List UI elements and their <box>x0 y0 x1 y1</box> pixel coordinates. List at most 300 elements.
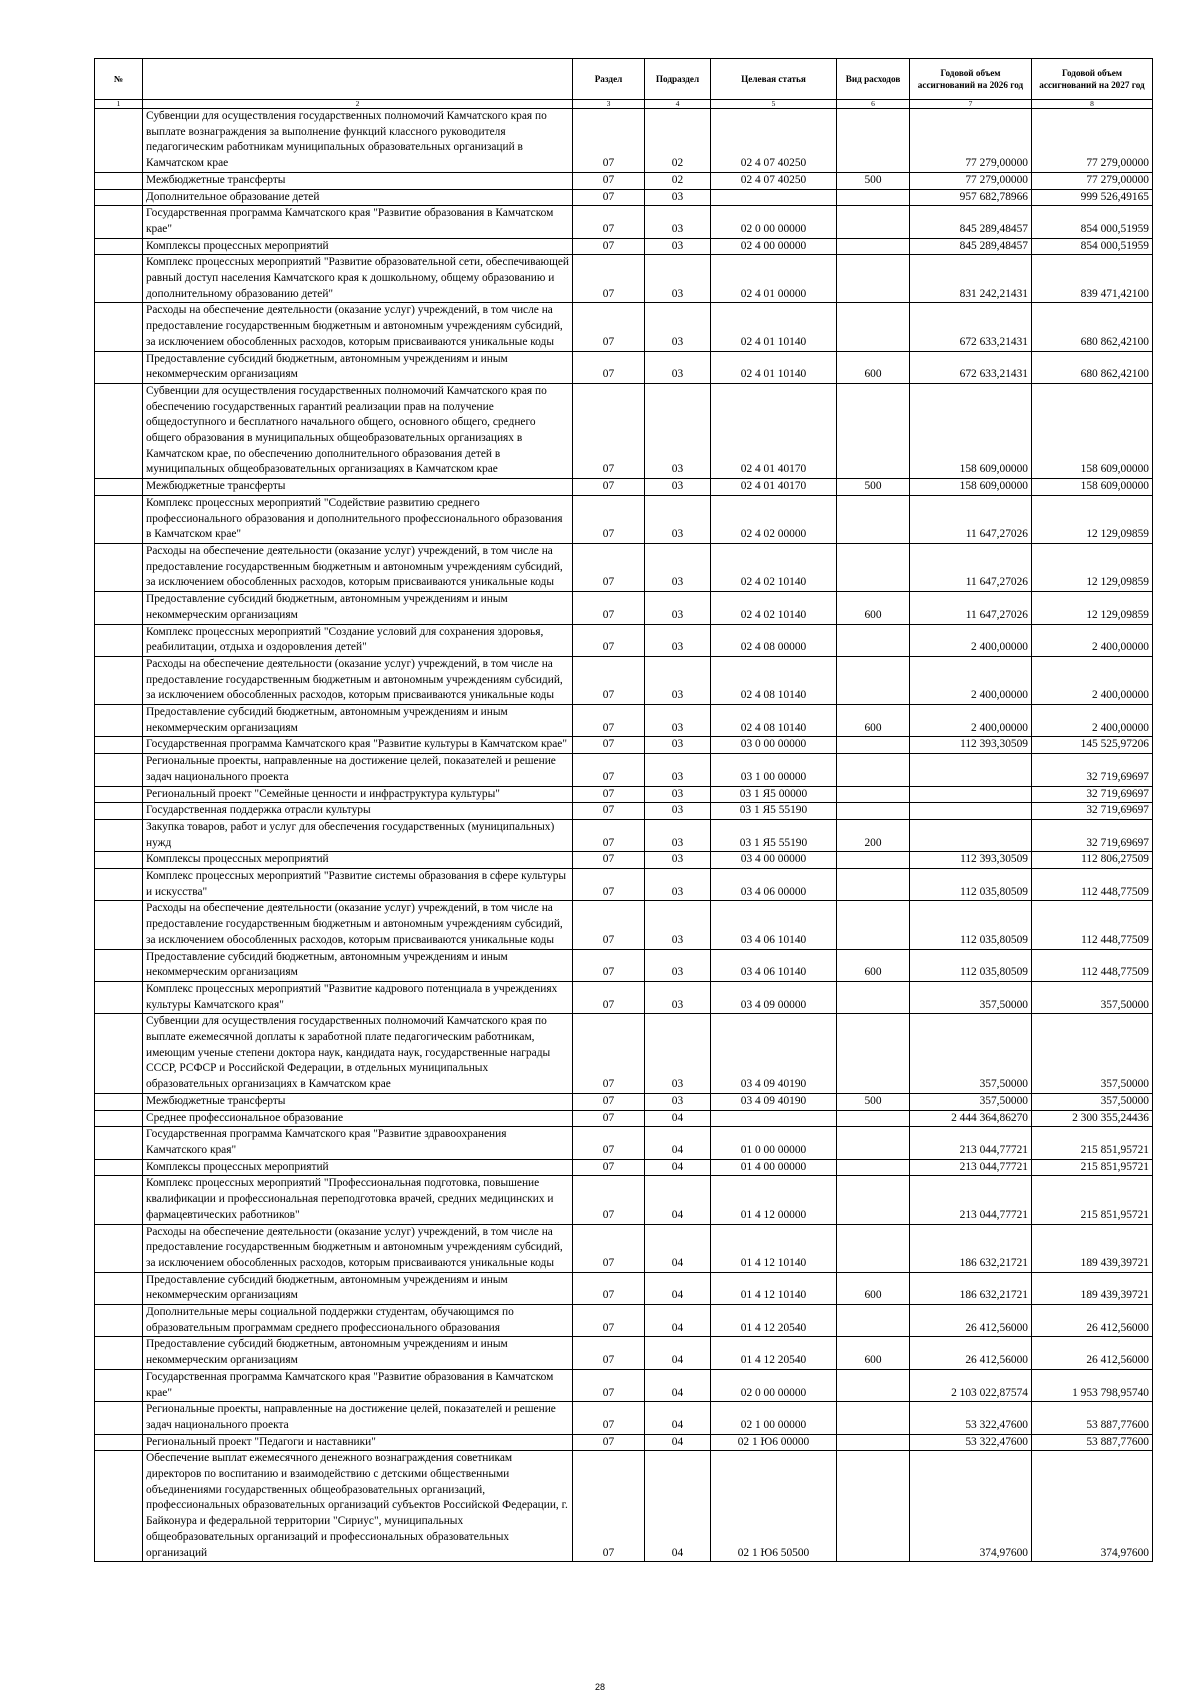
row-amount-2027: 53 887,77600 <box>1032 1402 1153 1434</box>
row-podrazdel: 03 <box>645 737 711 754</box>
row-razdel: 07 <box>573 786 645 803</box>
row-amount-2026: 831 242,21431 <box>910 255 1032 303</box>
row-target-article: 01 4 12 10140 <box>711 1224 837 1272</box>
row-target-article: 02 4 08 10140 <box>711 705 837 737</box>
row-number <box>95 786 143 803</box>
row-target-article: 02 4 00 00000 <box>711 238 837 255</box>
header-name <box>143 59 573 100</box>
table-row <box>95 656 1153 704</box>
row-amount-2026: 845 289,48457 <box>910 238 1032 255</box>
row-razdel: 07 <box>573 1369 645 1401</box>
row-number <box>95 624 143 656</box>
row-amount-2026 <box>910 819 1032 851</box>
table-row <box>95 206 1153 238</box>
header-number: № <box>95 59 143 100</box>
row-razdel: 07 <box>573 737 645 754</box>
row-name: Региональный проект "Педагоги и наставники" <box>143 1434 573 1451</box>
row-amount-2027: 32 719,69697 <box>1032 803 1153 820</box>
row-amount-2027: 2 400,00000 <box>1032 705 1153 737</box>
row-name: Региональный проект "Семейные ценности и инфраструктура культуры" <box>143 786 573 803</box>
table-row <box>95 803 1153 820</box>
row-amount-2026: 672 633,21431 <box>910 351 1032 383</box>
row-amount-2027: 189 439,39721 <box>1032 1272 1153 1304</box>
row-amount-2027: 374,97600 <box>1032 1451 1153 1562</box>
row-number <box>95 1402 143 1434</box>
row-podrazdel: 04 <box>645 1159 711 1176</box>
row-razdel: 07 <box>573 1434 645 1451</box>
row-target-article: 02 1 Ю6 00000 <box>711 1434 837 1451</box>
row-podrazdel: 03 <box>645 383 711 478</box>
row-expense-type <box>837 754 910 786</box>
row-podrazdel: 03 <box>645 705 711 737</box>
row-number <box>95 543 143 591</box>
row-target-article: 02 4 08 10140 <box>711 656 837 704</box>
row-number <box>95 705 143 737</box>
table-row <box>95 1110 1153 1127</box>
row-amount-2027: 53 887,77600 <box>1032 1434 1153 1451</box>
row-name: Расходы на обеспечение деятельности (оказание услуг) учреждений, в том числе на предоставление государственным бюджетным и автономным учреждениям субсидий, за исключением обособленных расходов, которым присваиваются уникальные коды <box>143 303 573 351</box>
row-name: Предоставление субсидий бюджетным, автономным учреждениям и иным некоммерческим организациям <box>143 949 573 981</box>
row-number <box>95 1337 143 1369</box>
row-amount-2027: 1 953 798,95740 <box>1032 1369 1153 1401</box>
row-expense-type: 500 <box>837 1093 910 1110</box>
row-expense-type <box>837 901 910 949</box>
row-podrazdel: 03 <box>645 786 711 803</box>
row-razdel: 07 <box>573 1014 645 1094</box>
row-amount-2026 <box>910 803 1032 820</box>
table-row <box>95 189 1153 206</box>
row-razdel: 07 <box>573 303 645 351</box>
header-expense-type: Вид расходов <box>837 59 910 100</box>
row-razdel: 07 <box>573 1127 645 1159</box>
table-row <box>95 1014 1153 1094</box>
row-amount-2027: 158 609,00000 <box>1032 479 1153 496</box>
header-amount-2027: Годовой объем ассигнований на 2027 год <box>1032 59 1153 100</box>
row-name: Региональные проекты, направленные на достижение целей, показателей и решение задач национального проекта <box>143 754 573 786</box>
table-row <box>95 1434 1153 1451</box>
row-amount-2026: 53 322,47600 <box>910 1434 1032 1451</box>
row-name: Комплекс процессных мероприятий "Развитие образовательной сети, обеспечивающей равный доступ населения Камчатского края к дошкольному, общему образованию и дополнительному образованию детей" <box>143 255 573 303</box>
row-amount-2026: 2 444 364,86270 <box>910 1110 1032 1127</box>
row-number <box>95 1451 143 1562</box>
row-amount-2026: 11 647,27026 <box>910 592 1032 624</box>
row-number <box>95 479 143 496</box>
table-row <box>95 495 1153 543</box>
table-row <box>95 109 1153 173</box>
row-razdel: 07 <box>573 1176 645 1224</box>
row-number <box>95 351 143 383</box>
row-target-article: 03 4 00 00000 <box>711 852 837 869</box>
table-row <box>95 303 1153 351</box>
row-amount-2026: 112 035,80509 <box>910 901 1032 949</box>
row-amount-2026: 112 393,30509 <box>910 737 1032 754</box>
row-podrazdel: 04 <box>645 1369 711 1401</box>
table-row <box>95 172 1153 189</box>
header-amount-2026: Годовой объем ассигнований на 2026 год <box>910 59 1032 100</box>
row-amount-2027: 77 279,00000 <box>1032 109 1153 173</box>
row-amount-2027: 2 400,00000 <box>1032 656 1153 704</box>
row-razdel: 07 <box>573 109 645 173</box>
header-razdel: Раздел <box>573 59 645 100</box>
row-name: Комплексы процессных мероприятий <box>143 1159 573 1176</box>
row-amount-2026 <box>910 786 1032 803</box>
row-amount-2026: 357,50000 <box>910 1093 1032 1110</box>
table-row <box>95 1159 1153 1176</box>
row-podrazdel: 03 <box>645 754 711 786</box>
row-razdel: 07 <box>573 189 645 206</box>
row-podrazdel: 04 <box>645 1402 711 1434</box>
column-number: 4 <box>645 100 711 109</box>
row-number <box>95 949 143 981</box>
row-expense-type: 500 <box>837 172 910 189</box>
row-number <box>95 303 143 351</box>
row-name: Комплекс процессных мероприятий "Развитие системы образования в сфере культуры и искусства" <box>143 869 573 901</box>
row-target-article: 01 4 12 20540 <box>711 1337 837 1369</box>
row-name: Предоставление субсидий бюджетным, автономным учреждениям и иным некоммерческим организациям <box>143 1272 573 1304</box>
row-number <box>95 981 143 1013</box>
row-amount-2027: 77 279,00000 <box>1032 172 1153 189</box>
row-number <box>95 819 143 851</box>
row-name: Расходы на обеспечение деятельности (оказание услуг) учреждений, в том числе на предоставление государственным бюджетным и автономным учреждениям субсидий, за исключением обособленных расходов, которым присваиваются уникальные коды <box>143 656 573 704</box>
row-number <box>95 803 143 820</box>
row-razdel: 07 <box>573 754 645 786</box>
row-target-article: 03 0 00 00000 <box>711 737 837 754</box>
row-name: Дополнительное образование детей <box>143 189 573 206</box>
row-razdel: 07 <box>573 1159 645 1176</box>
row-amount-2026: 213 044,77721 <box>910 1127 1032 1159</box>
row-expense-type <box>837 1159 910 1176</box>
row-razdel: 07 <box>573 592 645 624</box>
row-target-article: 03 4 06 00000 <box>711 869 837 901</box>
row-amount-2026: 53 322,47600 <box>910 1402 1032 1434</box>
row-amount-2026: 158 609,00000 <box>910 383 1032 478</box>
row-expense-type <box>837 737 910 754</box>
row-expense-type: 600 <box>837 1337 910 1369</box>
row-expense-type <box>837 238 910 255</box>
row-podrazdel: 04 <box>645 1176 711 1224</box>
table-row <box>95 786 1153 803</box>
table-row <box>95 1176 1153 1224</box>
row-amount-2027: 357,50000 <box>1032 1014 1153 1094</box>
row-expense-type <box>837 543 910 591</box>
row-name: Предоставление субсидий бюджетным, автономным учреждениям и иным некоммерческим организациям <box>143 705 573 737</box>
column-number: 1 <box>95 100 143 109</box>
row-target-article: 02 1 Ю6 50500 <box>711 1451 837 1562</box>
row-target-article: 02 4 02 10140 <box>711 543 837 591</box>
row-target-article: 01 4 00 00000 <box>711 1159 837 1176</box>
row-podrazdel: 03 <box>645 901 711 949</box>
row-amount-2027: 215 851,95721 <box>1032 1176 1153 1224</box>
row-podrazdel: 04 <box>645 1127 711 1159</box>
row-razdel: 07 <box>573 1337 645 1369</box>
row-amount-2027: 854 000,51959 <box>1032 238 1153 255</box>
row-amount-2026: 186 632,21721 <box>910 1224 1032 1272</box>
row-name: Государственная поддержка отрасли культуры <box>143 803 573 820</box>
row-razdel: 07 <box>573 1451 645 1562</box>
row-podrazdel: 03 <box>645 479 711 496</box>
row-expense-type <box>837 1176 910 1224</box>
row-expense-type <box>837 206 910 238</box>
row-name: Субвенции для осуществления государственных полномочий Камчатского края по выплате ежемесячной доплаты к заработной плате педагогическим работникам, имеющим ученые степени доктора наук, кандидата наук, государственные награды СССР, РСФСР и Российской Федерации, в отдельных муниципальных образовательных организациях в Камчатском крае <box>143 1014 573 1094</box>
row-number <box>95 1014 143 1094</box>
row-target-article: 02 1 00 00000 <box>711 1402 837 1434</box>
column-number: 2 <box>143 100 573 109</box>
row-name: Расходы на обеспечение деятельности (оказание услуг) учреждений, в том числе на предоставление государственным бюджетным и автономным учреждениям субсидий, за исключением обособленных расходов, которым присваиваются уникальные коды <box>143 1224 573 1272</box>
row-number <box>95 592 143 624</box>
row-expense-type <box>837 656 910 704</box>
row-razdel: 07 <box>573 172 645 189</box>
row-podrazdel: 04 <box>645 1305 711 1337</box>
table-row <box>95 901 1153 949</box>
row-razdel: 07 <box>573 1224 645 1272</box>
row-name: Региональные проекты, направленные на достижение целей, показателей и решение задач национального проекта <box>143 1402 573 1434</box>
column-number: 6 <box>837 100 910 109</box>
row-razdel: 07 <box>573 901 645 949</box>
row-amount-2027: 32 719,69697 <box>1032 754 1153 786</box>
row-amount-2027: 215 851,95721 <box>1032 1127 1153 1159</box>
row-expense-type <box>837 1305 910 1337</box>
row-expense-type: 600 <box>837 592 910 624</box>
row-target-article: 02 4 02 10140 <box>711 592 837 624</box>
row-target-article: 03 4 09 40190 <box>711 1014 837 1094</box>
row-amount-2027: 189 439,39721 <box>1032 1224 1153 1272</box>
row-target-article: 02 4 02 00000 <box>711 495 837 543</box>
row-name: Комплекс процессных мероприятий "Профессиональная подготовка, повышение квалификации и профессиональная переподготовка врачей, средних медицинских и фармацевтических работников" <box>143 1176 573 1224</box>
row-razdel: 07 <box>573 495 645 543</box>
row-razdel: 07 <box>573 351 645 383</box>
row-number <box>95 1176 143 1224</box>
row-amount-2026: 112 035,80509 <box>910 949 1032 981</box>
row-name: Межбюджетные трансферты <box>143 479 573 496</box>
budget-table <box>94 58 1153 1562</box>
row-name: Комплексы процессных мероприятий <box>143 238 573 255</box>
row-podrazdel: 03 <box>645 1093 711 1110</box>
row-expense-type <box>837 189 910 206</box>
row-amount-2027: 112 448,77509 <box>1032 949 1153 981</box>
row-razdel: 07 <box>573 1402 645 1434</box>
row-number <box>95 1224 143 1272</box>
row-target-article: 02 4 01 00000 <box>711 255 837 303</box>
row-number <box>95 1305 143 1337</box>
row-podrazdel: 03 <box>645 1014 711 1094</box>
row-amount-2026: 213 044,77721 <box>910 1176 1032 1224</box>
row-name: Государственная программа Камчатского края "Развитие образования в Камчатском крае" <box>143 1369 573 1401</box>
row-target-article: 02 4 01 40170 <box>711 479 837 496</box>
row-name: Государственная программа Камчатского края "Развитие здравоохранения Камчатского края" <box>143 1127 573 1159</box>
row-razdel: 07 <box>573 255 645 303</box>
row-amount-2027: 112 806,27509 <box>1032 852 1153 869</box>
row-razdel: 07 <box>573 206 645 238</box>
row-razdel: 07 <box>573 869 645 901</box>
row-number <box>95 189 143 206</box>
row-amount-2026: 77 279,00000 <box>910 172 1032 189</box>
row-number <box>95 1272 143 1304</box>
row-amount-2027: 32 719,69697 <box>1032 786 1153 803</box>
column-number: 7 <box>910 100 1032 109</box>
page-number: 28 <box>594 1682 605 1692</box>
row-podrazdel: 03 <box>645 981 711 1013</box>
row-podrazdel: 03 <box>645 543 711 591</box>
row-target-article: 02 0 00 00000 <box>711 1369 837 1401</box>
row-amount-2026: 26 412,56000 <box>910 1305 1032 1337</box>
row-number <box>95 852 143 869</box>
table-row <box>95 949 1153 981</box>
row-target-article: 03 1 Я5 00000 <box>711 786 837 803</box>
row-target-article: 01 0 00 00000 <box>711 1127 837 1159</box>
row-amount-2026: 374,97600 <box>910 1451 1032 1562</box>
row-target-article: 02 4 01 10140 <box>711 303 837 351</box>
row-amount-2027: 854 000,51959 <box>1032 206 1153 238</box>
row-name: Расходы на обеспечение деятельности (оказание услуг) учреждений, в том числе на предоставление государственным бюджетным и автономным учреждениям субсидий, за исключением обособленных расходов, которым присваиваются уникальные коды <box>143 543 573 591</box>
table-row <box>95 819 1153 851</box>
row-number <box>95 737 143 754</box>
row-amount-2027: 112 448,77509 <box>1032 869 1153 901</box>
row-number <box>95 901 143 949</box>
row-razdel: 07 <box>573 656 645 704</box>
row-amount-2026: 112 393,30509 <box>910 852 1032 869</box>
table-row <box>95 1272 1153 1304</box>
row-target-article: 03 4 06 10140 <box>711 901 837 949</box>
row-podrazdel: 03 <box>645 495 711 543</box>
row-target-article: 01 4 12 10140 <box>711 1272 837 1304</box>
row-name: Субвенции для осуществления государственных полномочий Камчатского края по выплате вознаграждения за выполнение функций классного руководителя педагогическим работникам муниципальных образовательных организаций в Камчатском крае <box>143 109 573 173</box>
row-podrazdel: 04 <box>645 1110 711 1127</box>
row-podrazdel: 03 <box>645 819 711 851</box>
header-podrazdel: Подраздел <box>645 59 711 100</box>
row-number <box>95 1434 143 1451</box>
row-expense-type: 600 <box>837 351 910 383</box>
row-amount-2027: 839 471,42100 <box>1032 255 1153 303</box>
row-target-article: 02 4 07 40250 <box>711 109 837 173</box>
row-target-article: 02 4 01 40170 <box>711 383 837 478</box>
row-amount-2027: 32 719,69697 <box>1032 819 1153 851</box>
row-podrazdel: 02 <box>645 172 711 189</box>
row-target-article <box>711 189 837 206</box>
table-row <box>95 255 1153 303</box>
row-expense-type: 600 <box>837 1272 910 1304</box>
row-number <box>95 495 143 543</box>
table-row <box>95 1337 1153 1369</box>
row-podrazdel: 04 <box>645 1434 711 1451</box>
table-row <box>95 1224 1153 1272</box>
row-podrazdel: 04 <box>645 1451 711 1562</box>
row-expense-type <box>837 1434 910 1451</box>
row-amount-2026 <box>910 754 1032 786</box>
table-row <box>95 1093 1153 1110</box>
table-row <box>95 981 1153 1013</box>
table-row <box>95 351 1153 383</box>
row-amount-2027: 680 862,42100 <box>1032 303 1153 351</box>
row-podrazdel: 03 <box>645 869 711 901</box>
table-row <box>95 754 1153 786</box>
row-razdel: 07 <box>573 819 645 851</box>
row-expense-type: 200 <box>837 819 910 851</box>
table-row <box>95 1451 1153 1562</box>
row-amount-2026: 2 400,00000 <box>910 624 1032 656</box>
row-podrazdel: 03 <box>645 303 711 351</box>
row-number <box>95 383 143 478</box>
row-target-article: 03 1 Я5 55190 <box>711 819 837 851</box>
row-expense-type <box>837 1127 910 1159</box>
row-expense-type <box>837 981 910 1013</box>
row-target-article: 01 4 12 20540 <box>711 1305 837 1337</box>
row-razdel: 07 <box>573 1272 645 1304</box>
column-numbering-row <box>95 100 1153 109</box>
row-expense-type <box>837 869 910 901</box>
row-podrazdel: 03 <box>645 592 711 624</box>
row-amount-2027: 12 129,09859 <box>1032 592 1153 624</box>
row-amount-2026: 77 279,00000 <box>910 109 1032 173</box>
row-expense-type <box>837 255 910 303</box>
row-number <box>95 206 143 238</box>
table-row <box>95 624 1153 656</box>
row-podrazdel: 03 <box>645 189 711 206</box>
table-row <box>95 869 1153 901</box>
row-amount-2026: 213 044,77721 <box>910 1159 1032 1176</box>
row-target-article: 03 1 Я5 55190 <box>711 803 837 820</box>
row-razdel: 07 <box>573 383 645 478</box>
row-expense-type <box>837 803 910 820</box>
row-amount-2027: 215 851,95721 <box>1032 1159 1153 1176</box>
row-number <box>95 1127 143 1159</box>
table-row <box>95 543 1153 591</box>
row-amount-2026: 11 647,27026 <box>910 495 1032 543</box>
row-razdel: 07 <box>573 1305 645 1337</box>
row-amount-2027: 112 448,77509 <box>1032 901 1153 949</box>
row-razdel: 07 <box>573 624 645 656</box>
row-amount-2026: 845 289,48457 <box>910 206 1032 238</box>
table-row <box>95 383 1153 478</box>
row-number <box>95 1159 143 1176</box>
table-row <box>95 1369 1153 1401</box>
row-amount-2026: 112 035,80509 <box>910 869 1032 901</box>
row-razdel: 07 <box>573 1093 645 1110</box>
row-name: Межбюджетные трансферты <box>143 1093 573 1110</box>
row-expense-type <box>837 1110 910 1127</box>
row-razdel: 07 <box>573 852 645 869</box>
row-amount-2026: 26 412,56000 <box>910 1337 1032 1369</box>
row-amount-2026: 2 103 022,87574 <box>910 1369 1032 1401</box>
row-target-article: 03 4 06 10140 <box>711 949 837 981</box>
row-podrazdel: 03 <box>645 624 711 656</box>
row-number <box>95 172 143 189</box>
row-number <box>95 238 143 255</box>
row-name: Расходы на обеспечение деятельности (оказание услуг) учреждений, в том числе на предоставление государственным бюджетным и автономным учреждениям субсидий, за исключением обособленных расходов, которым присваиваются уникальные коды <box>143 901 573 949</box>
row-razdel: 07 <box>573 238 645 255</box>
row-expense-type <box>837 1014 910 1094</box>
table-row <box>95 238 1153 255</box>
row-name: Предоставление субсидий бюджетным, автономным учреждениям и иным некоммерческим организациям <box>143 1337 573 1369</box>
row-expense-type: 600 <box>837 705 910 737</box>
row-expense-type <box>837 786 910 803</box>
row-number <box>95 255 143 303</box>
column-number: 3 <box>573 100 645 109</box>
row-podrazdel: 03 <box>645 238 711 255</box>
row-amount-2027: 12 129,09859 <box>1032 543 1153 591</box>
row-razdel: 07 <box>573 543 645 591</box>
row-number <box>95 1369 143 1401</box>
row-expense-type: 500 <box>837 479 910 496</box>
row-name: Комплексы процессных мероприятий <box>143 852 573 869</box>
column-number: 8 <box>1032 100 1153 109</box>
row-target-article <box>711 1110 837 1127</box>
row-amount-2026: 186 632,21721 <box>910 1272 1032 1304</box>
table-header-row <box>95 59 1153 100</box>
row-amount-2026: 2 400,00000 <box>910 705 1032 737</box>
row-amount-2027: 680 862,42100 <box>1032 351 1153 383</box>
row-target-article: 03 4 09 00000 <box>711 981 837 1013</box>
row-amount-2026: 11 647,27026 <box>910 543 1032 591</box>
